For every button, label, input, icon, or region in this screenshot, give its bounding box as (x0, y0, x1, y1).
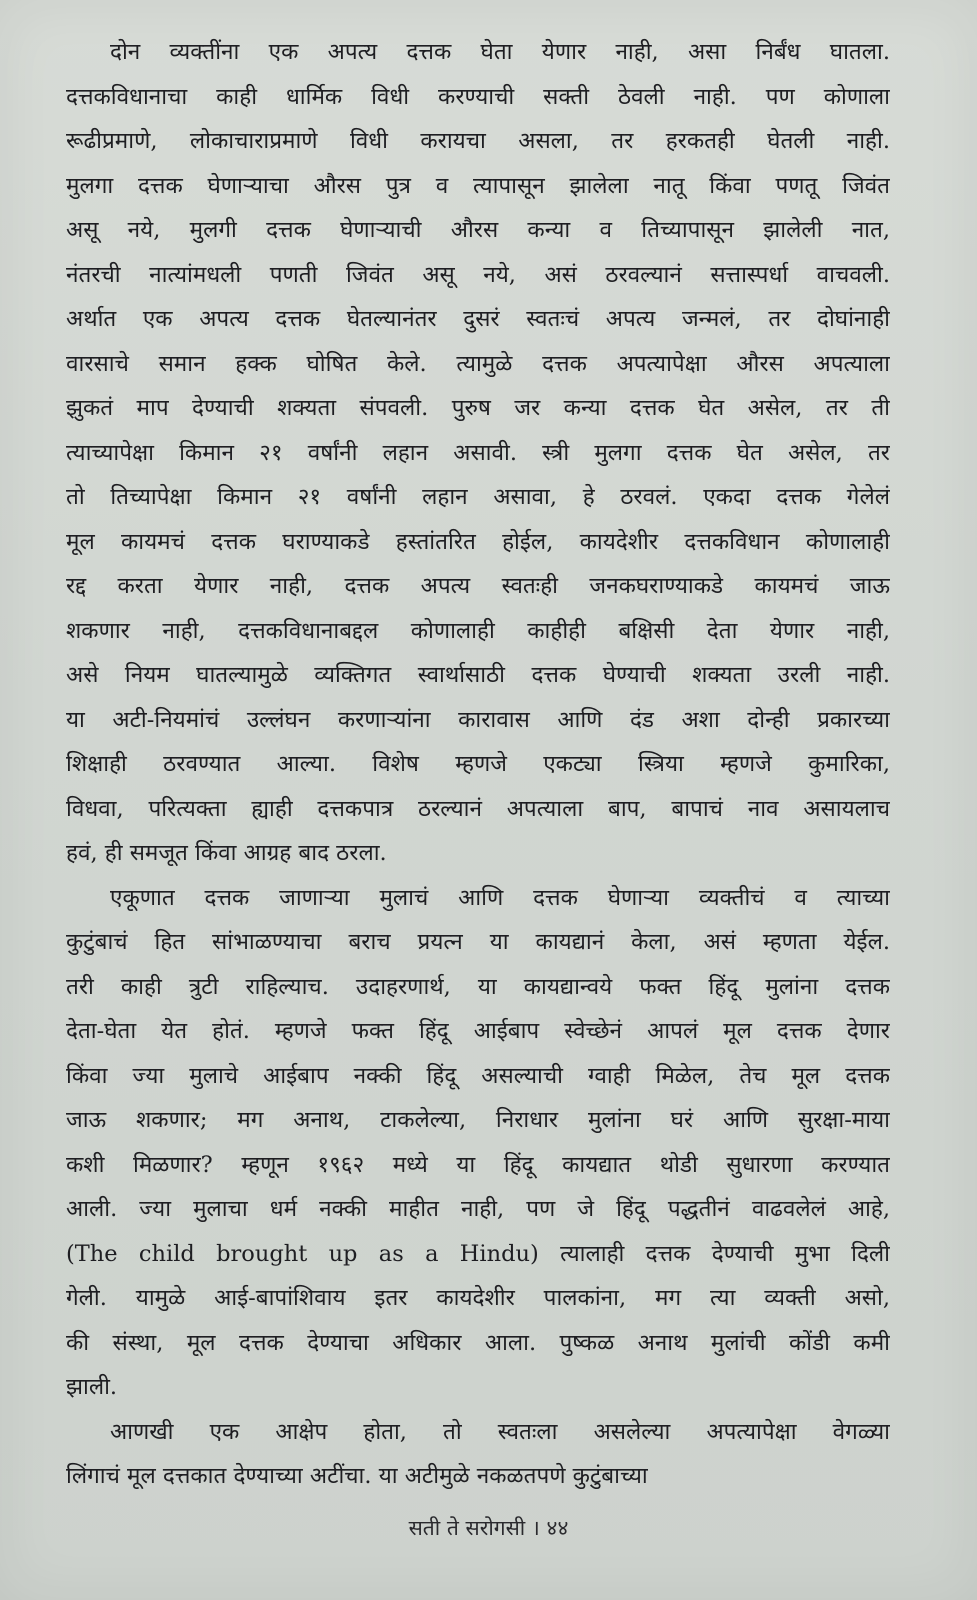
text-line: मूल कायमचं दत्तक घराण्याकडे हस्तांतरित होईल, कायदेशीर दत्तकविधान कोणालाही (66, 528, 890, 555)
text-line: असू नये, मुलगी दत्तक घेणाऱ्याची औरस कन्या व तिच्यापासून झालेली नात, (66, 217, 890, 243)
text-line: रद्द करता येणार नाही, दत्तक अपत्य स्वतःही जनकघराण्याकडे कायमचं जाऊ (66, 573, 890, 599)
text-line: कुटुंबाचं हित सांभाळण्याचा बराच प्रयत्न या कायद्यानं केला, असं म्हणता येईल. (66, 929, 890, 955)
text-line: आणखी एक आक्षेप होता, तो स्वतःला असलेल्या अपत्यापेक्षा वेगळ्या (110, 1418, 890, 1445)
text-line: विधवा, परित्यक्ता ह्याही दत्तकपात्र ठरल्यानं अपत्याला बाप, बापाचं नाव असायलाच (66, 795, 890, 822)
text-line: झाली. (66, 1374, 118, 1400)
text-line: कशी मिळणार? म्हणून १९६२ मध्ये या हिंदू कायद्यात थोडी सुधारणा करण्यात (66, 1151, 890, 1178)
text-line: देता-घेता येत होतं. म्हणजे फक्त हिंदू आईबाप स्वेच्छेनं आपलं मूल दत्तक देणार (66, 1018, 890, 1044)
text-line: गेली. यामुळे आई-बापांशिवाय इतर कायदेशीर पालकांना, मग त्या व्यक्ती असो, (66, 1285, 890, 1311)
text-line: त्याच्यापेक्षा किमान २१ वर्षांनी लहान असावी. स्त्री मुलगा दत्तक घेत असेल, तर (66, 439, 890, 466)
paragraph (66, 30, 890, 876)
text-line: शिक्षाही ठरवण्यात आल्या. विशेष म्हणजे एकट्या स्त्रिया म्हणजे कुमारिका, (66, 751, 890, 777)
text-line: वारसाचे समान हक्क घोषित केले. त्यामुळे दत्तक अपत्यापेक्षा औरस अपत्याला (66, 350, 890, 377)
text-line: हवं, ही समजूत किंवा आग्रह बाद ठरला. (66, 840, 387, 866)
text-line: दत्तकविधानाचा काही धार्मिक विधी करण्याची सक्ती ठेवली नाही. पण कोणाला (66, 83, 890, 110)
text-line: अर्थात एक अपत्य दत्तक घेतल्यानंतर दुसरं स्वतःचं अपत्य जन्मलं, तर दोघांनाही (66, 306, 890, 332)
page-footer: सती ते सरोगसी । ४४ (408, 1516, 569, 1540)
text-line: की संस्था, मूल दत्तक देण्याचा अधिकार आला. पुष्कळ अनाथ मुलांची कोंडी कमी (66, 1329, 890, 1356)
text-line: झुकतं माप देण्याची शक्यता संपवली. पुरुष जर कन्या दत्तक घेत असेल, तर ती (66, 395, 890, 421)
text-line: लिंगाचं मूल दत्तकात देण्याच्या अटींचा. या अटीमुळे नकळतपणे कुटुंबाच्या (66, 1463, 648, 1489)
text-line: शकणार नाही, दत्तकविधानाबद्दल कोणालाही काहीही बक्षिसी देता येणार नाही, (66, 617, 890, 644)
text-line: (The child brought up as a Hindu) त्यालाही दत्तक देण्याची मुभा दिली (66, 1240, 890, 1267)
text-line: दोन व्यक्तींना एक अपत्य दत्तक घेता येणार नाही, असा निर्बंध घातला. (110, 39, 890, 65)
text-line: नंतरची नात्यांमधली पणती जिवंत असू नये, असं ठरवल्यानं सत्तास्पर्धा वाचवली. (66, 261, 890, 288)
body-text (66, 30, 890, 1499)
text-line: एकूणात दत्तक जाणाऱ्या मुलाचं आणि दत्तक घेणाऱ्या व्यक्तीचं व त्याच्या (110, 884, 890, 911)
text-line: या अटी-नियमांचं उल्लंघन करणाऱ्यांना कारावास आणि दंड अशा दोन्ही प्रकारच्या (66, 706, 890, 733)
text-line: असे नियम घातल्यामुळे व्यक्तिगत स्वार्थासाठी दत्तक घेण्याची शक्यता उरली नाही. (66, 662, 890, 688)
text-line: जाऊ शकणार; मग अनाथ, टाकलेल्या, निराधार मुलांना घरं आणि सुरक्षा-माया (66, 1107, 890, 1133)
text-line: किंवा ज्या मुलाचे आईबाप नक्की हिंदू असल्याची ग्वाही मिळेल, तेच मूल दत्तक (66, 1062, 890, 1089)
text-line: आली. ज्या मुलाचा धर्म नक्की माहीत नाही, पण जे हिंदू पद्धतीनं वाढवलेलं आहे, (66, 1196, 890, 1222)
text-line: रूढीप्रमाणे, लोकाचाराप्रमाणे विधी करायचा असला, तर हरकतही घेतली नाही. (66, 128, 890, 154)
paragraph (66, 1410, 890, 1499)
text-line: तो तिच्यापेक्षा किमान २१ वर्षांनी लहान असावा, हे ठरवलं. एकदा दत्तक गेलेलं (66, 484, 890, 510)
paragraph (66, 876, 890, 1410)
text-line: मुलगा दत्तक घेणाऱ्याचा औरस पुत्र व त्यापासून झालेला नातू किंवा पणतू जिवंत (66, 172, 890, 199)
text-line: तरी काही त्रुटी राहिल्याच. उदाहरणार्थ, या कायद्यान्वये फक्त हिंदू मुलांना दत्तक (66, 973, 890, 1000)
